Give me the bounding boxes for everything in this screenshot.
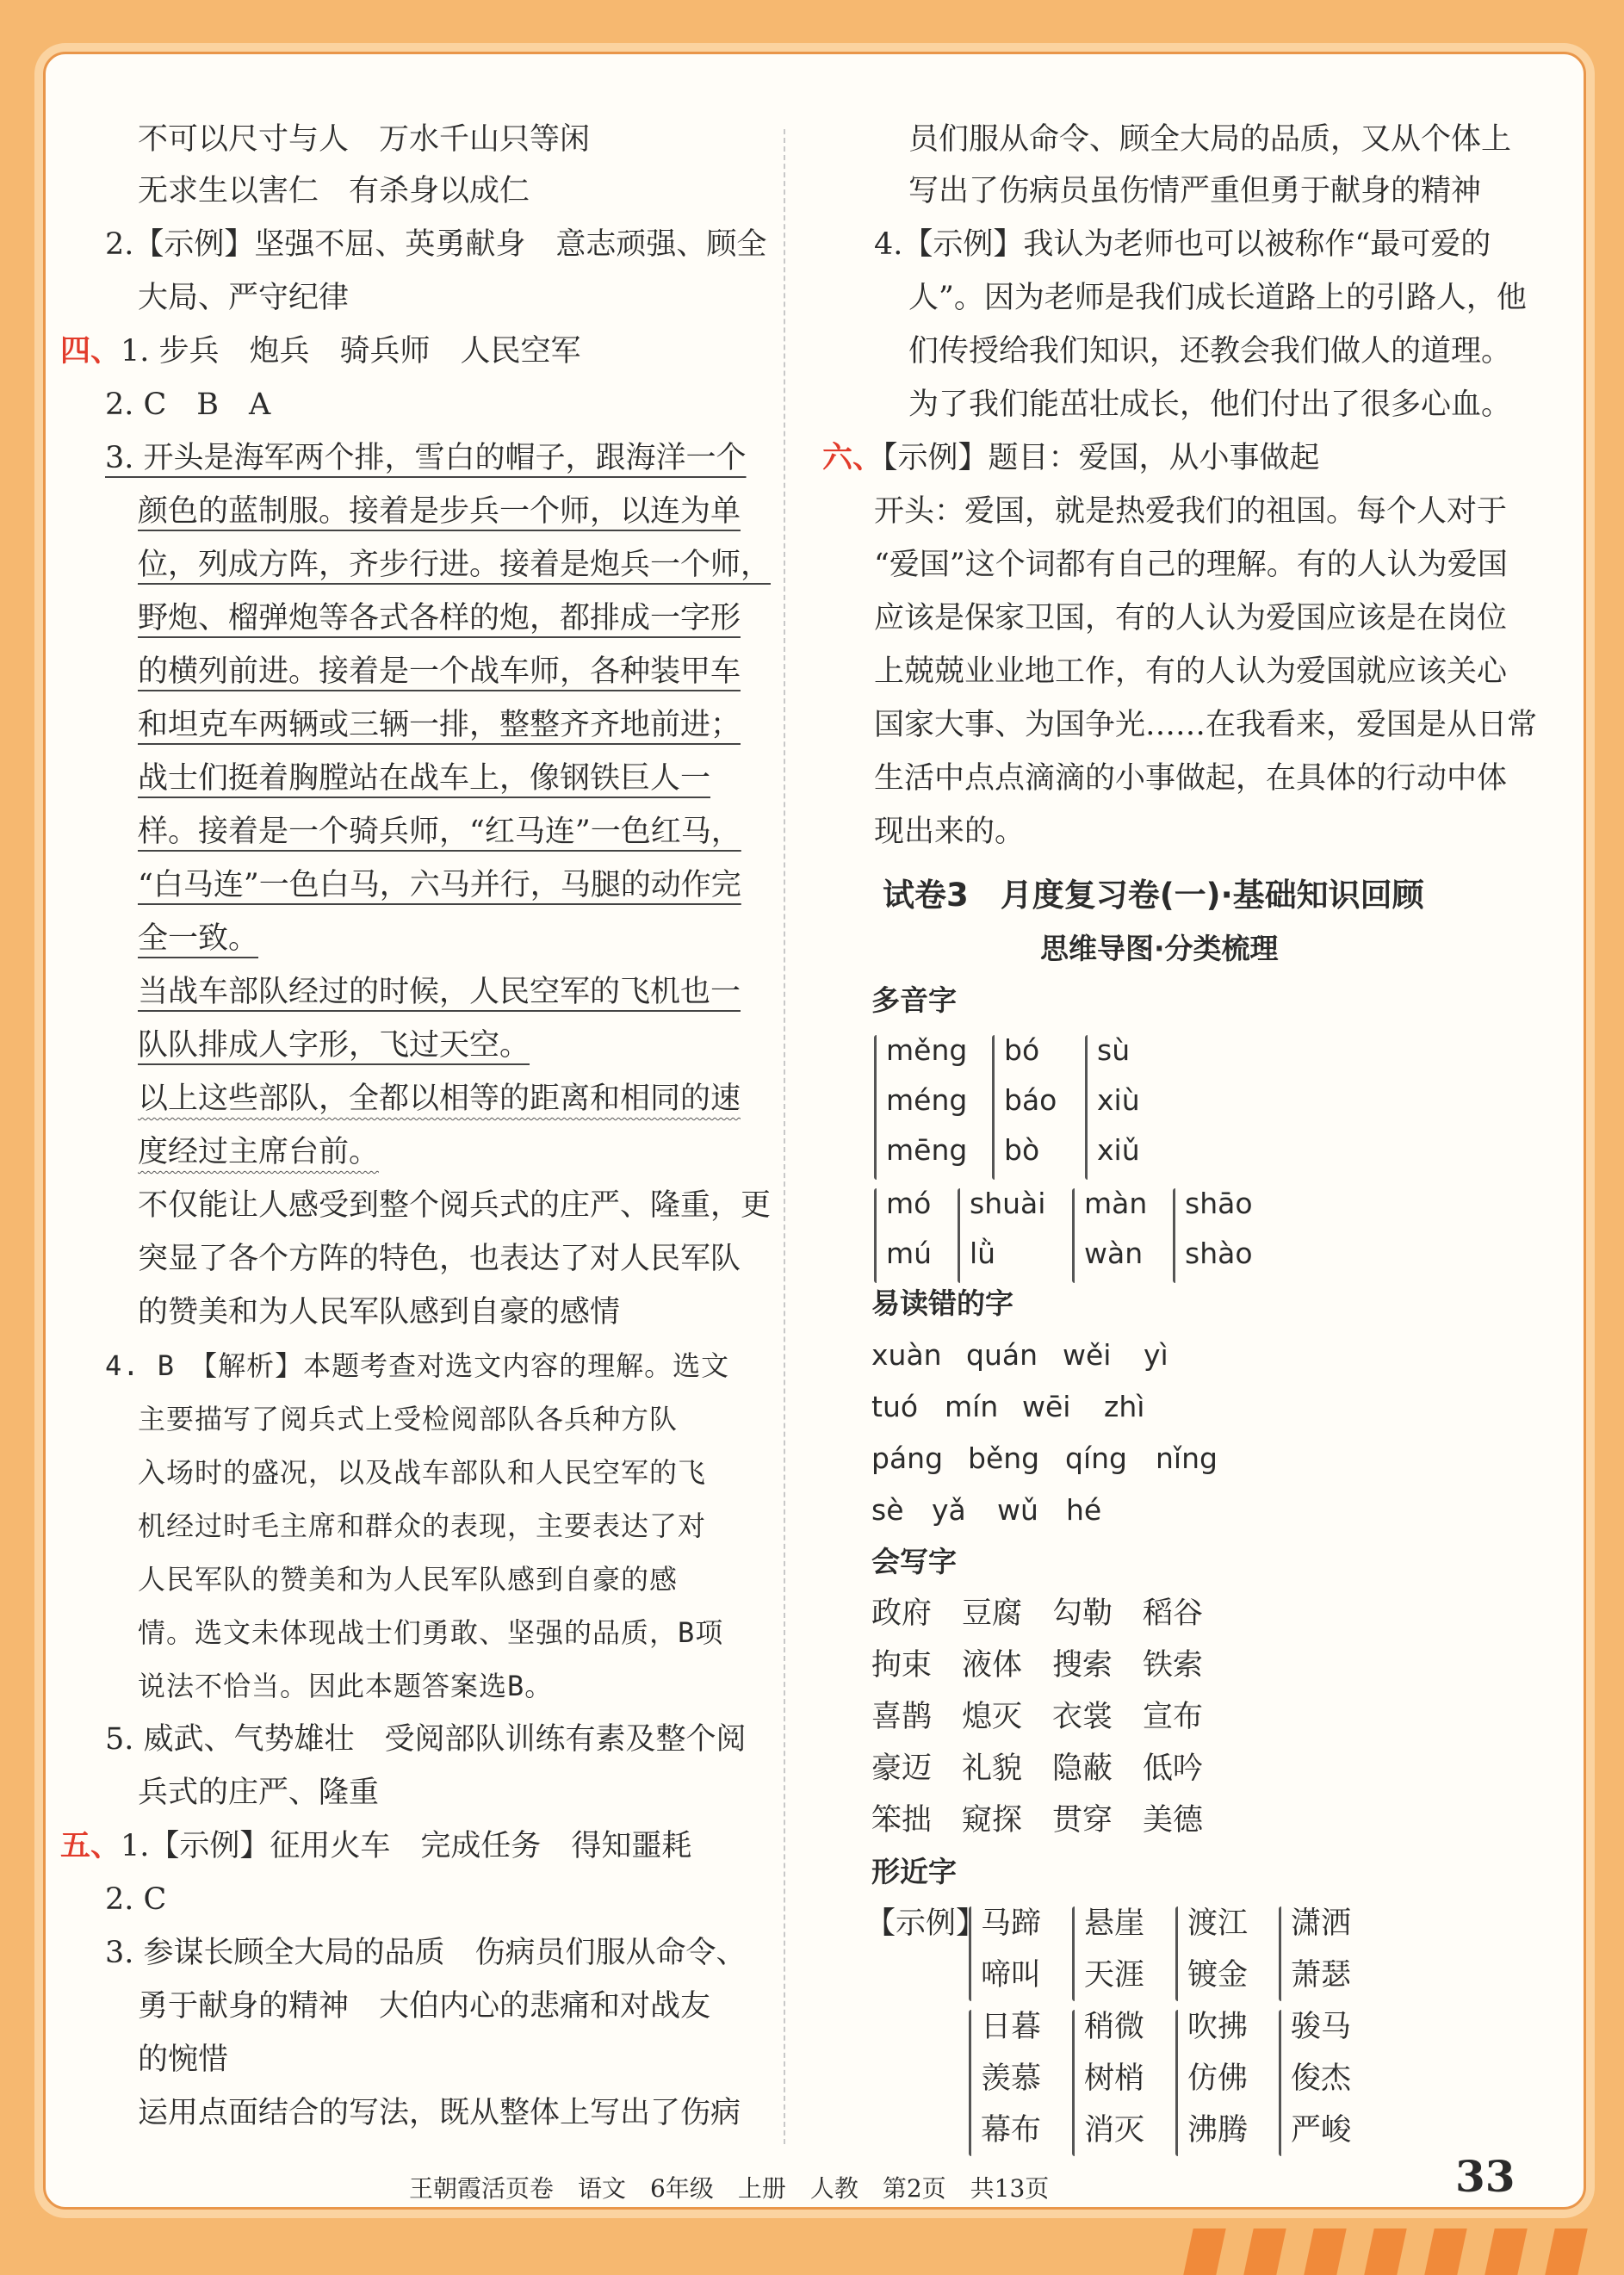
answer-line: 和坦克车两辆或三辆一排，整整齐齐地前进； (138, 708, 741, 742)
answer-line: 位，列成方阵，齐步行进。接着是炮兵一个师， (138, 548, 772, 582)
answer-line: 勇于献身的精神 大伯内心的悲痛和对战友 (138, 1989, 711, 2024)
essay-line: 开头：爱国，就是热爱我们的祖国。每个人对于 (874, 494, 1508, 529)
answer-line: 六、【示例】题目：爱国，从小事做起 (822, 441, 1320, 475)
answer-line: 4.【示例】我认为老师也可以被称作“最可爱的 (874, 227, 1491, 262)
polyphone-heading: 多音字 (871, 983, 957, 1017)
similar-heading: 形近字 (871, 1855, 957, 1888)
section-label-6: 六、 (822, 441, 883, 475)
page-number: 33 (1455, 2151, 1516, 2202)
answer-line: 全一致。 (138, 921, 259, 956)
answer-line: 2. C B A (105, 387, 271, 422)
answer-line: 野炮、榴弹炮等各式各样的炮，都排成一字形 (138, 601, 741, 635)
answer-line: 写出了伤病员虽伤情严重但勇于献身的精神 (908, 174, 1482, 208)
answer-line: 战士们挺着胸膛站在战车上，像钢铁巨人一 (138, 761, 711, 796)
answer-line: 度经过主席台前。 (138, 1135, 380, 1169)
answer-line: 人民军队的赞美和为人民军队感到自豪的感 (138, 1563, 679, 1596)
answer-line: 突显了各个方阵的特色，也表达了对人民军队 (138, 1242, 741, 1276)
answer-line: 机经过时毛主席和群众的表现，主要表达了对 (138, 1509, 707, 1542)
section-subtitle: 思维导图·分类梳理 (1040, 932, 1279, 965)
answer-line: 2.【示例】坚强不屈、英勇献身 意志顽强、顾全 (105, 227, 767, 262)
write-heading: 会写字 (871, 1545, 957, 1578)
essay-line: 上兢兢业业地工作，有的人认为爱国就应该关心 (874, 654, 1508, 689)
answer-line: 情。选文未体现战士们勇敢、坚强的品质，B项 (138, 1616, 724, 1649)
footer-info: 王朝霞活页卷 语文 6年级 上册 人教 第2页 共13页 (409, 2174, 1050, 2203)
answer-line: 4. B 【解析】本题考查对选文内容的理解。选文 (105, 1349, 730, 1382)
answer-line: 四、1. 步兵 炮兵 骑兵师 人民空军 (60, 334, 581, 369)
answer-line: 大局、严守纪律 (138, 281, 350, 315)
answer-line: 五、1.【示例】征用火车 完成任务 得知噩耗 (60, 1829, 692, 1863)
section-label-5: 五、 (60, 1829, 121, 1863)
answer-line: 的惋惜 (138, 2043, 229, 2077)
answer-line: 主要描写了阅兵式上受检阅部队各兵种方队 (138, 1403, 679, 1435)
answer-line: 3. 参谋长顾全大局的品质 伤病员们服从命令、 (105, 1936, 747, 1970)
answer-line: 兵式的庄严、隆重 (138, 1776, 380, 1810)
answer-line: 员们服从命令、顾全大局的品质，又从个体上 (908, 122, 1512, 157)
essay-line: 生活中点点滴滴的小事做起，在具体的行动中体 (874, 761, 1508, 796)
answer-line: 运用点面结合的写法，既从整体上写出了伤病 (138, 2096, 741, 2130)
answer-line: 无求生以害仁 有杀身以成仁 (138, 174, 530, 208)
answer-line: 2. C (105, 1882, 167, 1917)
answer-line: 的赞美和为人民军队感到自豪的感情 (138, 1295, 621, 1330)
essay-line: 应该是保家卫国，有的人认为爱国应该是在岗位 (874, 601, 1508, 635)
section-label-4: 四、 (60, 334, 121, 369)
answer-line: 不仅能让人感受到整个阅兵式的庄严、隆重，更 (138, 1188, 772, 1223)
essay-line: 国家大事、为国争光……在我看来，爱国是从日常 (874, 708, 1538, 742)
answer-line: 当战车部队经过的时候，人民空军的飞机也一 (138, 975, 741, 1009)
answer-line: 5. 威武、气势雄壮 受阅部队训练有素及整个阅 (105, 1722, 747, 1757)
answer-line: 们传授给我们知识，还教会我们做人的道理。 (908, 334, 1512, 369)
answer-line: 人”。因为老师是我们成长道路上的引路人，他 (908, 281, 1527, 315)
answer-line: 入场时的盛况，以及战车部队和人民空军的飞 (138, 1456, 707, 1489)
answer-line: 为了我们能茁壮成长，他们付出了很多心血。 (908, 387, 1512, 422)
answer-line: 不可以尺寸与人 万水千山只等闲 (138, 122, 591, 157)
essay-line: 现出来的。 (874, 815, 1026, 849)
similar-label: 【示例】 (865, 1906, 987, 1941)
decorative-stripes (1188, 2229, 1602, 2275)
answer-line: 说法不恰当。因此本题答案选B。 (138, 1670, 554, 1702)
answer-line: 的横列前进。接着是一个战车师，各种装甲车 (138, 654, 741, 689)
answer-line: 颜色的蓝制服。接着是步兵一个师，以连为单 (138, 494, 741, 529)
column-divider (784, 129, 785, 2144)
essay-line: “爱国”这个词都有自己的理解。有的人认为爱国 (874, 548, 1508, 582)
section-title: 试卷3 月度复习卷(一)·基础知识回顾 (883, 877, 1424, 914)
answer-line: 队队排成人字形，飞过天空。 (138, 1028, 530, 1063)
answer-line: 3. 开头是海军两个排，雪白的帽子，跟海洋一个 (105, 441, 747, 475)
answer-line: 样。接着是一个骑兵师，“红马连”一色红马， (138, 815, 741, 849)
answer-line: “白马连”一色白马，六马并行，马腿的动作完 (138, 868, 741, 902)
misread-heading: 易读错的字 (871, 1286, 1013, 1320)
answer-line: 以上这些部队，全都以相等的距离和相同的速 (138, 1082, 741, 1116)
